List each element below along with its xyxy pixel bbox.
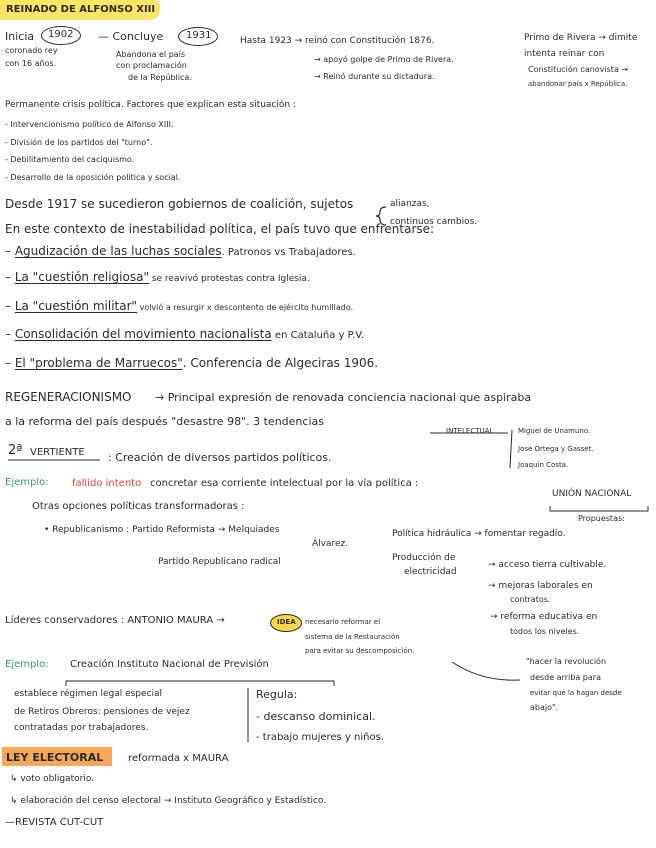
crisis-item: - Intervencionismo político de Alfonso XIII. (5, 120, 174, 129)
instituto-detail: contratadas por trabajadores. (14, 723, 149, 733)
brace-item-alianzas: alianzas, (390, 199, 430, 209)
propuestas-label: Propuestas: (578, 514, 625, 523)
primo-3: Constitución canovista → (528, 65, 629, 74)
problem-1-title: Agudización de las luchas sociales (14, 244, 222, 258)
problem-2-rest: se reavivó protestas contra Iglesia. (148, 274, 310, 284)
problem-2: – La "cuestión religiosa" se reavivó protestas contra Iglesia. (5, 270, 310, 284)
vertiente-rest: concretar esa corriente intelectual por la vía política : (150, 478, 419, 489)
regen-line1: → Principal expresión de renovada conciencia nacional que aspiraba (155, 391, 532, 404)
ley-rest: reformada x MAURA (128, 753, 229, 764)
hasta-2: → apoyó golpe de Primo de Rivera. (314, 55, 454, 64)
propuesta: electricidad (404, 567, 457, 577)
quote-text: evitar que la hagan desde (530, 689, 622, 697)
problem-4-title: Consolidación del movimiento nacionalista (14, 327, 272, 341)
crisis-item: - División de los partidos del "turno". (5, 138, 153, 147)
instituto-bracket (66, 681, 334, 686)
regula-item: - descanso dominical. (256, 710, 376, 723)
ley-label: LEY ELECTORAL (6, 751, 104, 764)
regula-item: - trabajo mujeres y niños. (256, 732, 384, 743)
union-nacional: UNIÓN NACIONAL (552, 489, 632, 499)
concluye-year: 1931 (186, 30, 212, 41)
problem-4: – Consolidación del movimiento nacionalista en Cataluña y P.V. (5, 327, 364, 341)
propuesta: todos los niveles. (510, 627, 580, 636)
primo-4: abandonar país x República. (528, 80, 628, 88)
regula-label: Regula: (256, 688, 298, 701)
quote-text: desde arriba para (530, 673, 601, 682)
quote-text: abajo". (530, 703, 559, 712)
hasta-1: Hasta 1923 → reinó con Constitución 1876. (240, 36, 435, 46)
problem-5: – El "problema de Marruecos". Conferencia de Algeciras 1906. (5, 356, 379, 370)
problem-3: – La "cuestión militar" volvió a resurgir x descontento de ejército humillado. (5, 299, 354, 313)
instituto-detail: establece régimen legal especial (14, 689, 163, 699)
regen-heading: REGENERACIONISMO (5, 390, 132, 404)
problem-5-rest: . Conferencia de Algeciras 1906. (182, 356, 379, 370)
fallido-text: fallido intento (72, 478, 142, 489)
ley-item: ↳ elaboración del censo electoral → Instituto Geográfico y Estadístico. (10, 796, 327, 806)
inicia-label: Inicia (5, 30, 35, 43)
propuesta: → mejoras laborales en (488, 581, 593, 591)
ejemplo2-label: Ejemplo: (5, 659, 49, 670)
contexto-line: En este contexto de inestabilidad política, el país tuvo que enfrentarse: (5, 222, 435, 236)
lideres-line: Líderes conservadores : ANTONIO MAURA → (5, 615, 225, 626)
propuesta: → reforma educativa en (490, 612, 598, 622)
vertiente-label: VERTIENTE (30, 447, 85, 458)
propuesta: Producción de (392, 553, 456, 563)
vertiente-desc: : Creación de diversos partidos políticos. (108, 451, 332, 464)
idea-text: necesario reformar el (305, 618, 381, 626)
concluye-line4: de la República. (128, 73, 192, 82)
concluye-line3: con proclamación (116, 61, 187, 70)
vertiente-number: 2ª (8, 443, 23, 458)
author: Joaquín Costa. (518, 461, 569, 469)
author: José Ortega y Gasset. (518, 445, 594, 453)
partido-radical: Partido Republicano radical (158, 557, 281, 567)
concluye-label: — Concluye (98, 30, 164, 43)
union-bracket (550, 506, 648, 511)
inicia-year: 1902 (48, 29, 74, 40)
regen-line2: a la reforma del país después "desastre 98". 3 tendencias (5, 415, 324, 428)
problem-5-title: El "problema de Marruecos" (14, 356, 183, 370)
crisis-item: - Desarrollo de la oposición política y social. (5, 173, 181, 182)
authors-bracket (510, 430, 512, 468)
instituto-detail: de Retiros Obreros: pensiones de vejez (14, 707, 190, 717)
desde-line: Desde 1917 se sucedieron gobiernos de coalición, sujetos (5, 197, 354, 211)
inicia-line3: con 16 años. (5, 59, 57, 68)
idea-label: IDEA (277, 618, 296, 626)
problem-2-title: La "cuestión religiosa" (14, 270, 149, 284)
primo-2: intenta reinar con (524, 49, 605, 59)
otras-opciones: Otras opciones políticas transformadoras : (32, 501, 245, 512)
ejemplo2-text: Creación Instituto Nacional de Previsión (70, 659, 269, 670)
problem-4-rest: en Cataluña y P.V. (271, 330, 364, 341)
problem-3-title: La "cuestión militar" (14, 299, 138, 313)
idea-text: sistema de la Restauración (305, 633, 400, 641)
author: Miguel de Unamuno. (518, 427, 591, 435)
brace-item-cambios: continuos cambios. (390, 217, 478, 227)
ley-item: ↳ voto obligatorio. (10, 774, 95, 784)
quote-arrow (452, 662, 520, 680)
page-title: REINADO DE ALFONSO XIII (6, 4, 156, 15)
primo-1: Primo de Rivera → dimite (524, 33, 638, 43)
quote-text: "hacer la revolución (526, 657, 607, 666)
ejemplo-label: Ejemplo: (5, 477, 49, 488)
crisis-item: - Debilitamiento del caciquismo. (5, 155, 135, 164)
propuesta: contratos. (510, 595, 551, 604)
intelectual-label: INTELECTUAL (446, 427, 494, 435)
hasta-3: → Reinó durante su dictadura. (314, 72, 435, 81)
problem-1-rest: . Patronos vs Trabajadores. (221, 247, 356, 258)
concluye-line2: Abandona el país (116, 50, 186, 59)
melquiades: Álvarez. (312, 539, 349, 549)
inicia-line2: coronado rey (5, 46, 58, 55)
propuesta: → acceso tierra cultivable. (488, 560, 607, 570)
republicanismo: • Republicanismo : Partido Reformista → Melquiades (44, 525, 280, 535)
idea-text: para evitar su descomposición. (305, 647, 415, 655)
propuesta: Política hidráulica → fomentar regadío. (392, 529, 566, 539)
problem-1: – Agudización de las luchas sociales. Patronos vs Trabajadores. (5, 244, 356, 258)
revista-line: —REVISTA CUT-CUT (5, 817, 104, 828)
problem-3-rest: volvió a resurgir x descontento de ejército humillado. (137, 303, 354, 312)
crisis-heading: Permanente crisis política. Factores que explican esta situación : (5, 100, 296, 110)
